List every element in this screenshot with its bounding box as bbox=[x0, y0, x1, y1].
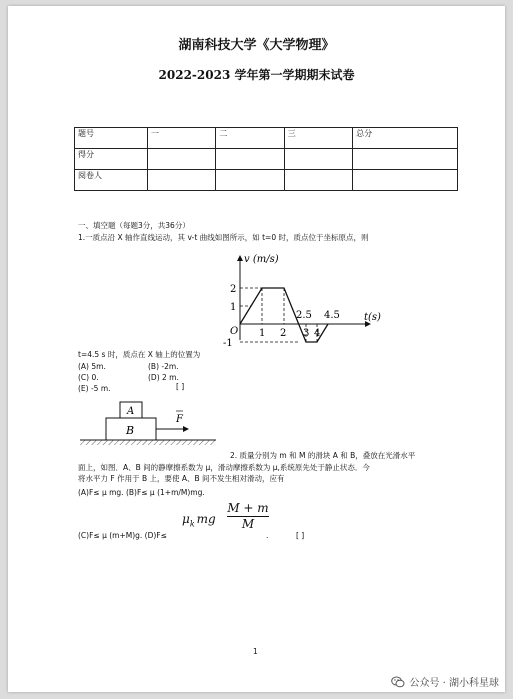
x-tick-label: 2 bbox=[280, 328, 287, 339]
table-cell: 题号 bbox=[75, 128, 148, 149]
x-tick-label: 4 bbox=[314, 328, 321, 339]
watermark bbox=[391, 674, 499, 689]
block-a-label: A bbox=[127, 406, 135, 417]
formula-mu-k-mg: $\mu_k$ mg bbox=[182, 512, 216, 529]
wechat-icon bbox=[391, 675, 405, 689]
ground-hatch bbox=[80, 440, 216, 445]
force-label: F bbox=[176, 414, 183, 425]
x-tick-label: 1 bbox=[259, 328, 266, 339]
exam-page bbox=[8, 6, 505, 692]
option-c: (C) 0. bbox=[78, 373, 99, 382]
table-cell: 总分 bbox=[353, 128, 458, 149]
question-1-text: 1.一质点沿 X 轴作直线运动，其 v-t 曲线如图所示，如 t=0 时，质点位于坐标原点，则 bbox=[78, 233, 369, 242]
exam-title: 湖南科技大学《大学物理》 bbox=[178, 38, 335, 53]
options-ab: (A)F≤ μ mg. (B)F≤ μ (1+m/M)mg. bbox=[78, 488, 205, 497]
y-tick-label: 2 bbox=[230, 284, 237, 295]
table-row bbox=[75, 170, 458, 191]
block-b-label: B bbox=[126, 424, 135, 437]
options-cd: (C)F≤ μ (m+M)g. (D)F≤ bbox=[78, 531, 167, 540]
formula-period: . bbox=[266, 531, 269, 540]
x-axis-label: t(s) bbox=[364, 312, 381, 323]
table-cell: 一 bbox=[148, 128, 216, 149]
formula-fraction: M + m M bbox=[227, 501, 269, 531]
table-row bbox=[75, 149, 458, 170]
question-1-continuation: t=4.5 s 时，质点在 X 轴上的位置为 bbox=[78, 350, 201, 359]
table-cell bbox=[284, 149, 352, 170]
y-axis-label: v (m/s) bbox=[244, 254, 279, 265]
table-cell bbox=[216, 170, 284, 191]
watermark-text: 公众号 · 湖小科星球 bbox=[409, 678, 499, 689]
origin-label: O bbox=[230, 326, 239, 337]
table-cell: 得分 bbox=[75, 149, 148, 170]
y-tick-label: 1 bbox=[230, 302, 237, 313]
question-2-line3: 将水平力 F 作用于 B 上，要使 A、B 间不发生相对滑动，应有 bbox=[78, 474, 285, 483]
x-tick-label: 2.5 bbox=[296, 310, 312, 321]
option-e: (E) -5 m. bbox=[78, 384, 111, 393]
table-cell bbox=[353, 149, 458, 170]
table-cell: 三 bbox=[284, 128, 352, 149]
table-row bbox=[75, 128, 458, 149]
table-cell bbox=[148, 170, 216, 191]
score-table bbox=[74, 127, 458, 191]
page-number: 1 bbox=[253, 647, 258, 656]
question-2-line2: 面上，如图．A、B 间的静摩擦系数为 μ，滑动摩擦系数为 μ,系统原先处于静止状态．今 bbox=[78, 463, 370, 472]
table-cell bbox=[148, 149, 216, 170]
blocks-diagram bbox=[76, 398, 226, 452]
y-tick-label: -1 bbox=[223, 338, 233, 349]
question-2-line1: 2. 质量分别为 m 和 M 的滑块 A 和 B，叠放在光滑水平 bbox=[230, 451, 416, 460]
exam-subtitle: 2022-2023 学年第一学期期末试卷 bbox=[158, 68, 355, 82]
option-b: (B) -2m. bbox=[148, 362, 179, 371]
table-cell bbox=[284, 170, 352, 191]
x-tick-label: 3 bbox=[303, 328, 310, 339]
option-a: (A) 5m. bbox=[78, 362, 106, 371]
table-cell: 阅卷人 bbox=[75, 170, 148, 191]
answer-bracket: [ ] bbox=[296, 531, 305, 540]
vt-graph bbox=[220, 248, 390, 354]
table-cell: 二 bbox=[216, 128, 284, 149]
section-heading: 一、填空题（每题3分，共36分） bbox=[78, 221, 190, 230]
table-cell bbox=[353, 170, 458, 191]
option-d: (D) 2 m. bbox=[148, 373, 179, 382]
table-cell bbox=[216, 149, 284, 170]
answer-bracket: [ ] bbox=[176, 382, 185, 391]
x-tick-label: 4.5 bbox=[324, 310, 340, 321]
